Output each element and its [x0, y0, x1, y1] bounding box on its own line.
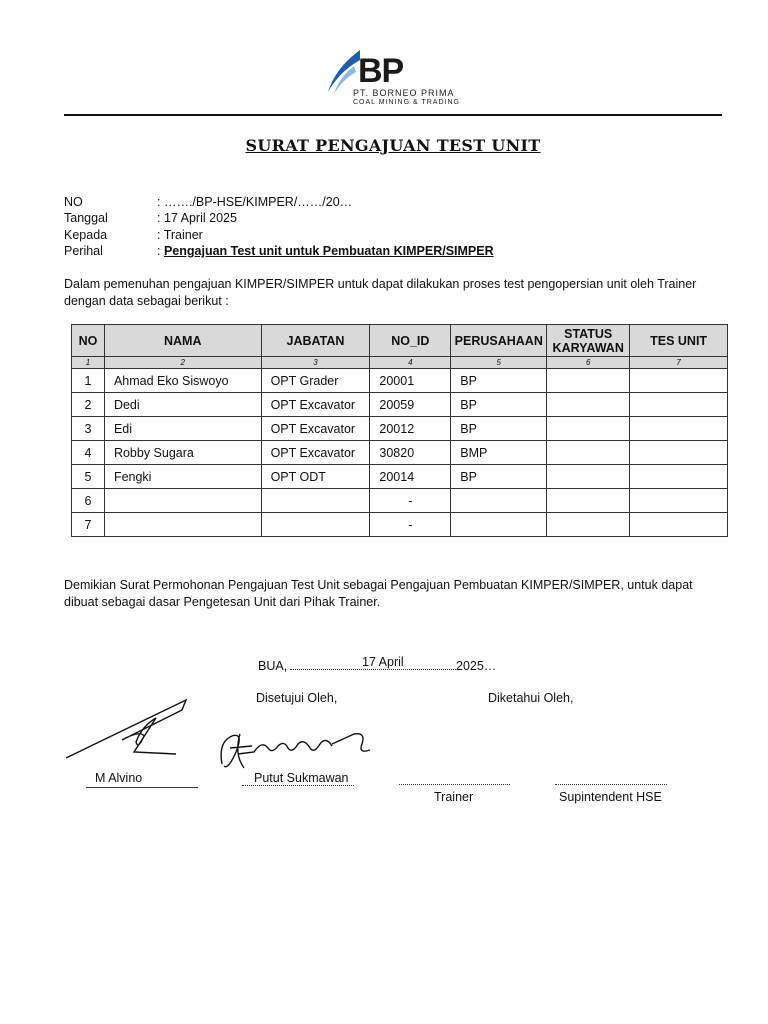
- signatory-4-line: [555, 784, 667, 785]
- participant-table: [71, 324, 728, 537]
- cell-tes-unit: [630, 417, 728, 441]
- kepada-label: Kepada: [64, 228, 108, 242]
- closing-line-1: Demikian Surat Permohonan Pengajuan Test Unit sebagai Pengajuan Pembuatan KIMPER/SIMPER, untuk dapat: [64, 578, 693, 592]
- cell-status: [547, 441, 630, 465]
- header-tes-unit: TES UNIT: [630, 325, 728, 357]
- column-index: 2: [104, 357, 261, 369]
- cell-no: 7: [72, 513, 105, 537]
- signatory-1-name: M Alvino: [95, 771, 143, 785]
- table-row: [72, 417, 728, 441]
- acknowledged-by-label: Diketahui Oleh,: [488, 691, 574, 705]
- intro-line-1: Dalam pemenuhan pengajuan KIMPER/SIMPER untuk dapat dilakukan proses test pengopersian unit oleh Trainer: [64, 277, 697, 291]
- kepada-value: : Trainer: [157, 228, 203, 242]
- cell-status: [547, 465, 630, 489]
- cell-no: 5: [72, 465, 105, 489]
- cell-perusahaan: BP: [451, 465, 547, 489]
- cell-no: 6: [72, 489, 105, 513]
- cell-nama: Fengki: [104, 465, 261, 489]
- signatory-3-line: [399, 784, 510, 785]
- place-date-year: 2025…: [456, 659, 497, 673]
- signatory-2-line: [242, 785, 354, 786]
- header-status-karyawan: [547, 325, 630, 357]
- cell-no: 1: [72, 369, 105, 393]
- closing-paragraph: [64, 577, 734, 611]
- logo-company-name: PT. BORNEO PRIMA: [353, 88, 455, 98]
- column-index: 3: [261, 357, 370, 369]
- table-row: [72, 489, 728, 513]
- cell-tes-unit: [630, 441, 728, 465]
- column-index-row: [72, 357, 728, 369]
- cell-nama: [104, 489, 261, 513]
- signatory-4-role: Supintendent HSE: [559, 790, 662, 804]
- cell-nama: Ahmad Eko Siswoyo: [104, 369, 261, 393]
- signatory-3-role: Trainer: [434, 790, 474, 804]
- place-date-date: 17 April: [362, 655, 404, 669]
- cell-no-id: 20001: [370, 369, 451, 393]
- cell-nama: Dedi: [104, 393, 261, 417]
- cell-perusahaan: [451, 513, 547, 537]
- cell-perusahaan: BP: [451, 369, 547, 393]
- logo-mark: BP: [358, 52, 404, 90]
- table-row: [72, 369, 728, 393]
- cell-perusahaan: [451, 489, 547, 513]
- cell-no-id: -: [370, 489, 451, 513]
- table-row: [72, 513, 728, 537]
- cell-no-id: 30820: [370, 441, 451, 465]
- column-index: 4: [370, 357, 451, 369]
- cell-jabatan: [261, 513, 370, 537]
- cell-nama: Robby Sugara: [104, 441, 261, 465]
- cell-tes-unit: [630, 369, 728, 393]
- cell-status: [547, 513, 630, 537]
- column-index: 5: [451, 357, 547, 369]
- cell-perusahaan: BP: [451, 393, 547, 417]
- header-divider: [64, 114, 722, 116]
- perihal-value: Pengajuan Test unit untuk Pembuatan KIMPER/SIMPER: [163, 244, 494, 258]
- cell-no: 2: [72, 393, 105, 417]
- cell-no-id: -: [370, 513, 451, 537]
- signature-2-icon: [214, 724, 380, 776]
- cell-nama: [104, 513, 261, 537]
- intro-paragraph: [64, 276, 734, 310]
- header-status-line-2: KARYAWAN: [552, 340, 624, 355]
- cell-jabatan: OPT ODT: [261, 465, 370, 489]
- tanggal-value: : 17 April 2025: [157, 211, 237, 225]
- place-date-prefix: BUA,: [258, 659, 288, 673]
- cell-nama: Edi: [104, 417, 261, 441]
- header-nama: NAMA: [104, 325, 261, 357]
- signature-1-icon: [64, 696, 194, 766]
- cell-jabatan: [261, 489, 370, 513]
- tanggal-label: Tanggal: [64, 211, 108, 225]
- perihal-label: Perihal: [64, 244, 103, 258]
- column-index: 1: [72, 357, 105, 369]
- header-perusahaan: PERUSAHAAN: [451, 325, 547, 357]
- cell-tes-unit: [630, 393, 728, 417]
- approved-by-label: Disetujui Oleh,: [256, 691, 338, 705]
- cell-jabatan: OPT Grader: [261, 369, 370, 393]
- column-index: 7: [630, 357, 728, 369]
- document-title: SURAT PENGAJUAN TEST UNIT: [245, 136, 541, 155]
- cell-no: 3: [72, 417, 105, 441]
- cell-perusahaan: BMP: [451, 441, 547, 465]
- cell-status: [547, 369, 630, 393]
- cell-jabatan: OPT Excavator: [261, 417, 370, 441]
- table-row: [72, 465, 728, 489]
- signatory-2-name: Putut Sukmawan: [254, 771, 349, 785]
- intro-line-2: dengan data sebagai berikut :: [64, 294, 229, 308]
- perihal-row: [157, 243, 494, 260]
- header-status-line-1: STATUS: [564, 326, 613, 341]
- cell-no-id: 20059: [370, 393, 451, 417]
- no-label: NO: [64, 195, 83, 209]
- column-index: 6: [547, 357, 630, 369]
- table-row: [72, 393, 728, 417]
- no-value: : ……./BP-HSE/KIMPER/……/20…: [157, 195, 353, 209]
- cell-jabatan: OPT Excavator: [261, 393, 370, 417]
- cell-jabatan: OPT Excavator: [261, 441, 370, 465]
- closing-line-2: dibuat sebagai dasar Pengetesan Unit dari Pihak Trainer.: [64, 595, 381, 609]
- cell-no: 4: [72, 441, 105, 465]
- table-header-row: [72, 325, 728, 357]
- cell-status: [547, 489, 630, 513]
- signatory-1-line: [86, 787, 198, 788]
- cell-no-id: 20012: [370, 417, 451, 441]
- logo-company-tagline: COAL MINING & TRADING: [353, 99, 460, 106]
- cell-status: [547, 417, 630, 441]
- table-row: [72, 441, 728, 465]
- cell-tes-unit: [630, 513, 728, 537]
- cell-perusahaan: BP: [451, 417, 547, 441]
- cell-no-id: 20014: [370, 465, 451, 489]
- header-no-id: NO_ID: [370, 325, 451, 357]
- date-dotted-line: [290, 669, 456, 670]
- cell-tes-unit: [630, 489, 728, 513]
- header-no: NO: [72, 325, 105, 357]
- header-jabatan: JABATAN: [261, 325, 370, 357]
- cell-tes-unit: [630, 465, 728, 489]
- cell-status: [547, 393, 630, 417]
- perihal-colon: :: [157, 244, 164, 258]
